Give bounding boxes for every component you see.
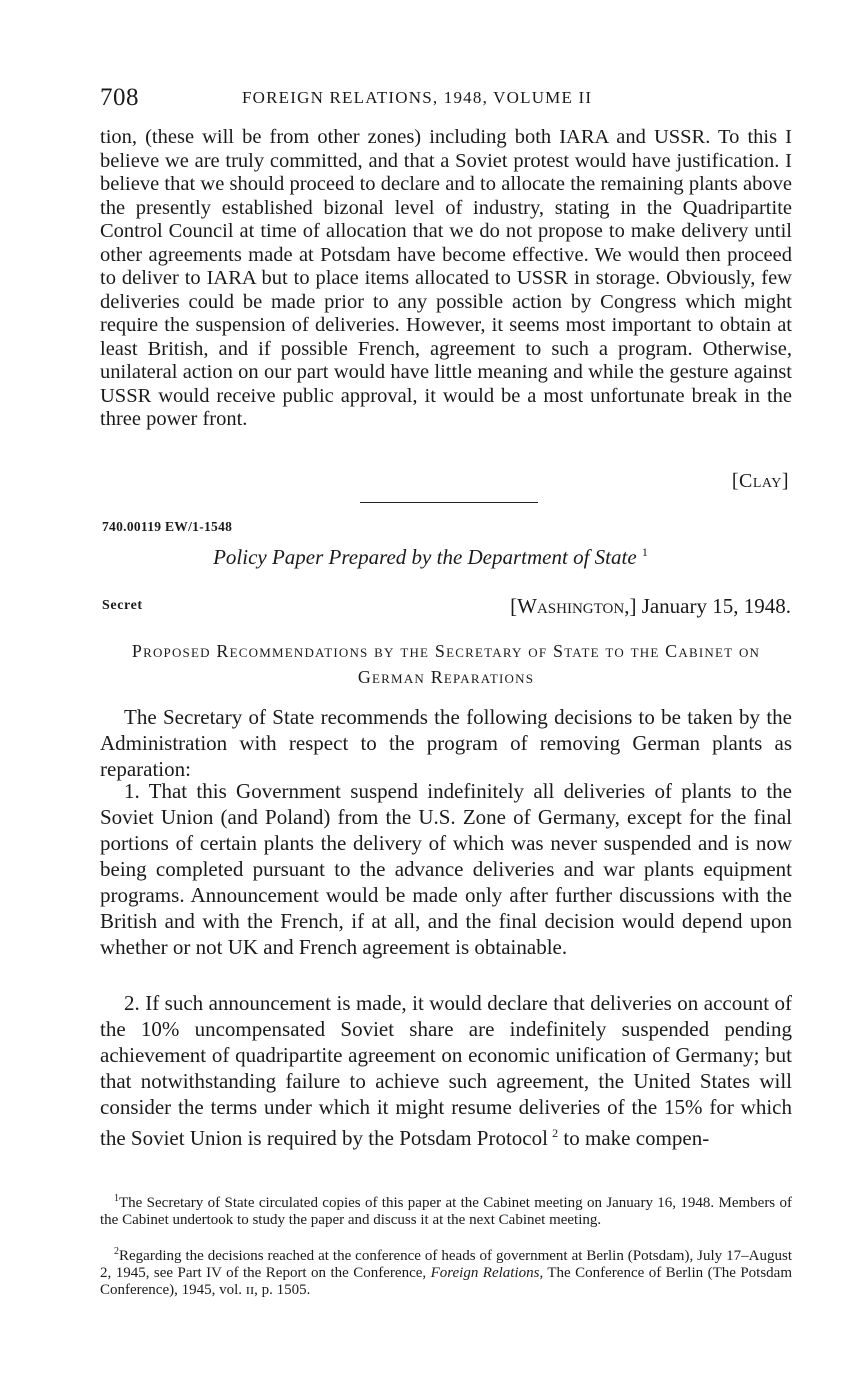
dateline (510, 594, 791, 619)
footnote-number: 1 (114, 1193, 119, 1204)
footnote-1 (100, 1190, 792, 1229)
recommendation-2-text: 2. If such announcement is made, it would declare that deliveries on account of the 10% uncompensated Soviet share are indefinitely suspended pending achievement of quadripartite agreement on economic unification of Germany; but that notwithstanding failure to achieve such agreement, the United States will consider the terms under which it might resume deliveries of the 15% for which the Soviet Union is required by the Potsdam Protocol (100, 991, 792, 1150)
date: January 15, 1948. (641, 594, 791, 618)
running-title: FOREIGN RELATIONS, 1948, VOLUME II (242, 88, 593, 107)
signature: [Clay] (731, 470, 789, 492)
recommendation-2-continuation: to make compen- (558, 1126, 710, 1150)
footnote-2 (100, 1243, 792, 1299)
footnote-marker[interactable]: 2 (552, 1126, 559, 1140)
place: [Washington,] (510, 594, 637, 618)
footnote-italic-title: Foreign Relations (430, 1265, 540, 1281)
continuation-paragraph: tion, (these will be from other zones) including both IARA and USSR. To this I believe we are truly committed, and that a Soviet protest would have justification. I believe that we should proceed to declare and to allocate the remaining plants above the presently established bizonal level of industry, stating in the Quadripartite Control Council at time of allocation that we do not propose to make delivery until other agreements made at Potsdam have become effective. We would then proceed to deliver to IARA but to place items allocated to USSR in storage. Obviously, few deliveries could be made prior to any possible action by Congress which might require the suspension of deliveries. However, it seems most important to obtain at least British, and if possible French, agreement to such a program. Otherwise, unilateral action on our part would have little meaning and while the gesture against USSR would receive public approval, it would be a most unfortunate break in the three power front. (100, 126, 792, 430)
document-title-text: Policy Paper Prepared by the Department of State (213, 545, 637, 569)
footnote-text-continued: , The Conference of Berlin (The Potsdam Conference), 1945, vol. ɪɪ, p. 1505. (100, 1265, 792, 1298)
footnote-number: 2 (114, 1246, 119, 1257)
footnote-text: The Secretary of State circulated copies of this paper at the Cabinet meeting on January 16, 1948. Members of the Cabinet undertook to study the paper and discuss it at the next Cabinet meeting. (100, 1195, 792, 1228)
classification-label: Secret (102, 598, 143, 613)
page-header (100, 84, 790, 114)
document-title (0, 545, 861, 570)
footnote-marker[interactable]: 1 (641, 545, 648, 559)
file-reference: 740.00119 EW/1-1548 (102, 519, 233, 534)
page-number: 708 (100, 84, 139, 111)
section-heading: Proposed Recommendations by the Secretary of State to the Cabinet on German Reparations (131, 641, 761, 687)
recommendation-1: 1. That this Government suspend indefinitely all deliveries of plants to the Soviet Union (and Poland) from the U.S. Zone of Germany, except for the final portions of certain plants the delivery of which was never suspended and is now being completed pursuant to the advance deliveries and war plants equipment programs. Announcement would be made only after further discussions with the British and with the French, if at all, and the final decision would depend upon whether or not UK and French agreement is obtainable. (100, 779, 792, 959)
intro-paragraph: The Secretary of State recommends the following decisions to be taken by the Administration with respect to the program of removing German plants as reparation: (100, 705, 792, 781)
section-divider (360, 502, 538, 503)
footnote-text: Regarding the decisions reached at the conference of heads of government at Berlin (Potsdam), July 17–August 2, 1945, see Part IV of the Report on the Conference, (100, 1248, 792, 1281)
recommendation-2 (100, 990, 792, 1151)
